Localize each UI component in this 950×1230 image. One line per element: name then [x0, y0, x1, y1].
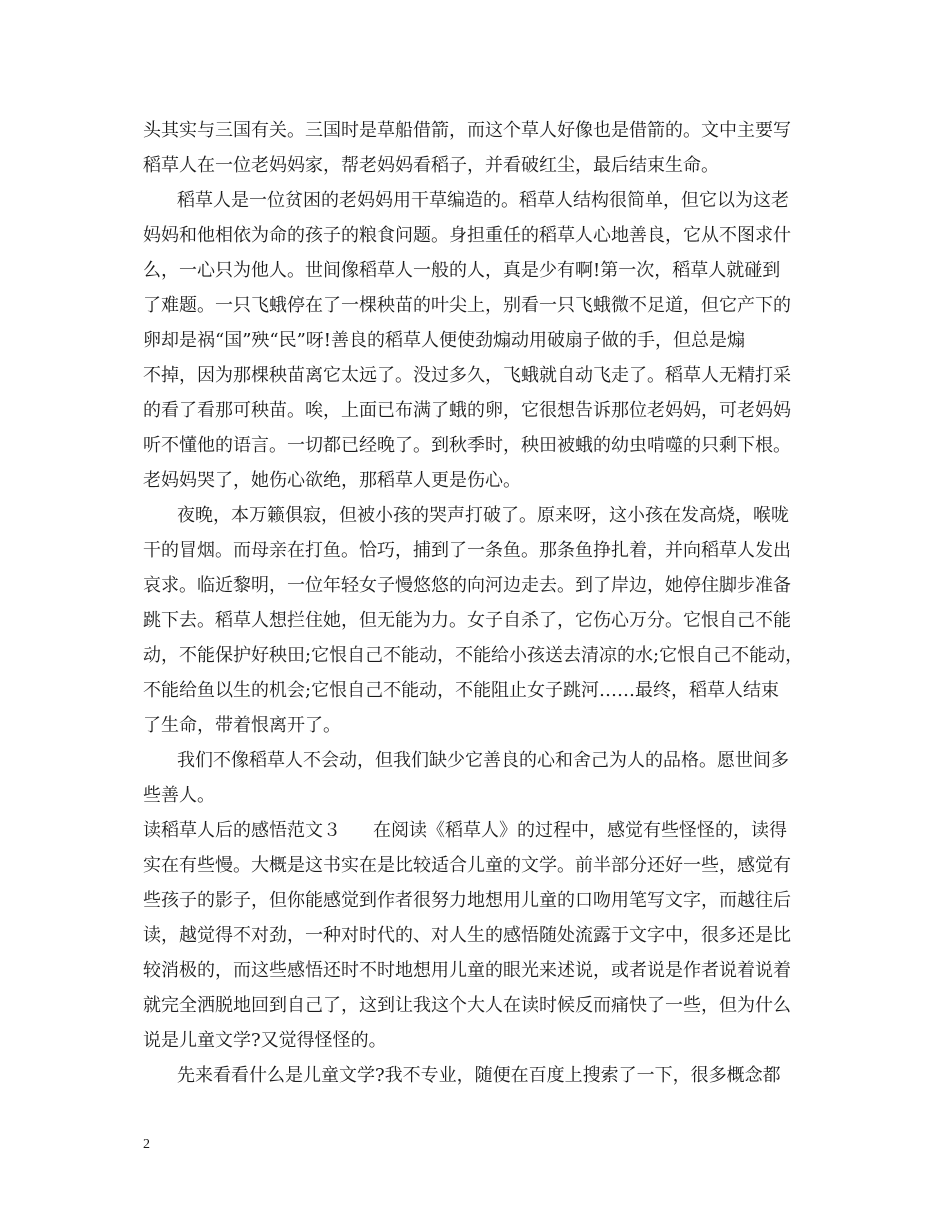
text-line: 实在有些慢。大概是这书实在是比较适合儿童的文学。前半部分还好一些，感觉有 — [143, 855, 791, 876]
text-line: 干的冒烟。而母亲在打鱼。恰巧，捕到了一条鱼。那条鱼挣扎着，并向稻草人发出 — [143, 540, 791, 561]
text-line: 说是儿童文学?又觉得怪怪的。 — [143, 1030, 387, 1051]
paragraph-start-line: 我们不像稻草人不会动，但我们缺少它善良的心和舍己为人的品格。愿世间多 — [177, 750, 789, 771]
text-line: 不掉，因为那棵秧苗离它太远了。没过多久，飞蛾就自动飞走了。稻草人无精打采 — [143, 365, 791, 386]
text-line: 的看了看那可秧苗。唉，上面已布满了蛾的卵，它很想告诉那位老妈妈，可老妈妈 — [143, 400, 791, 421]
text-line: 了难题。一只飞蛾停在了一棵秧苗的叶尖上，别看一只飞蛾微不足道，但它产下的 — [143, 295, 791, 316]
text-line: 就完全洒脱地回到自己了，这到让我这个大人在读时候反而痛快了一些，但为什么 — [143, 995, 791, 1016]
paragraph-start-line: 先来看看什么是儿童文学?我不专业，随便在百度上搜索了一下，很多概念都 — [177, 1065, 781, 1086]
page-number: 2 — [143, 1137, 150, 1152]
text-line: 些善人。 — [143, 785, 215, 806]
text-line: 听不懂他的语言。一切都已经晚了。到秋季时，秧田被蛾的幼虫啃噬的只剩下根。 — [143, 435, 791, 456]
text-line: 跳下去。稻草人想拦住她，但无能为力。女子自杀了，它伤心万分。它恨自己不能 — [143, 610, 791, 631]
text-line: 些孩子的影子，但你能感觉到作者很努力地想用儿童的口吻用笔写文字，而越往后 — [143, 890, 791, 911]
text-line: 不能给鱼以生的机会;它恨自己不能动，不能阻止女子跳河……最终，稻草人结束 — [143, 680, 780, 701]
text-line: 头其实与三国有关。三国时是草船借箭，而这个草人好像也是借箭的。文中主要写 — [143, 120, 791, 141]
text-line: 稻草人在一位老妈妈家，帮老妈妈看稻子，并看破红尘，最后结束生命。 — [143, 155, 719, 176]
text-line: 了生命，带着恨离开了。 — [143, 715, 341, 736]
text-line: 较消极的，而这些感悟还时不时地想用儿童的眼光来述说，或者说是作者说着说着 — [143, 960, 791, 981]
text-line: 卵却是祸“国”殃“民”呀!善良的稻草人便使劲煽动用破扇子做的手，但总是煽 — [143, 330, 746, 351]
paragraph-start-line: 稻草人是一位贫困的老妈妈用干草编造的。稻草人结构很简单，但它以为这老 — [177, 190, 789, 211]
text-line: 妈妈和他相依为命的孩子的粮食问题。身担重任的稻草人心地善良，它从不图求什 — [143, 225, 791, 246]
section-heading-line — [143, 813, 815, 848]
text-line: 读，越觉得不对劲，一种对时代的、对人生的感悟随处流露于文字中，很多还是比 — [143, 925, 791, 946]
text-line: 老妈妈哭了，她伤心欲绝，那稻草人更是伤心。 — [143, 470, 521, 491]
text-line: 动，不能保护好秧田;它恨自己不能动，不能给小孩送去清凉的水;它恨自己不能动， — [143, 645, 804, 666]
paragraph-start-line: 夜晚，本万籁俱寂，但被小孩的哭声打破了。原来呀，这小孩在发高烧，喉咙 — [177, 505, 789, 526]
text-line: 么，一心只为他人。世间像稻草人一般的人，真是少有啊!第一次，稻草人就碰到 — [143, 260, 781, 281]
document-body — [143, 113, 815, 1093]
text-line: 哀求。临近黎明，一位年轻女子慢悠悠的向河边走去。到了岸边，她停住脚步准备 — [143, 575, 791, 596]
text-line: 在阅读《稻草人》的过程中，感觉有些怪怪的，读得 — [373, 820, 787, 841]
section-heading: 读稻草人后的感悟范文３ — [143, 820, 341, 841]
